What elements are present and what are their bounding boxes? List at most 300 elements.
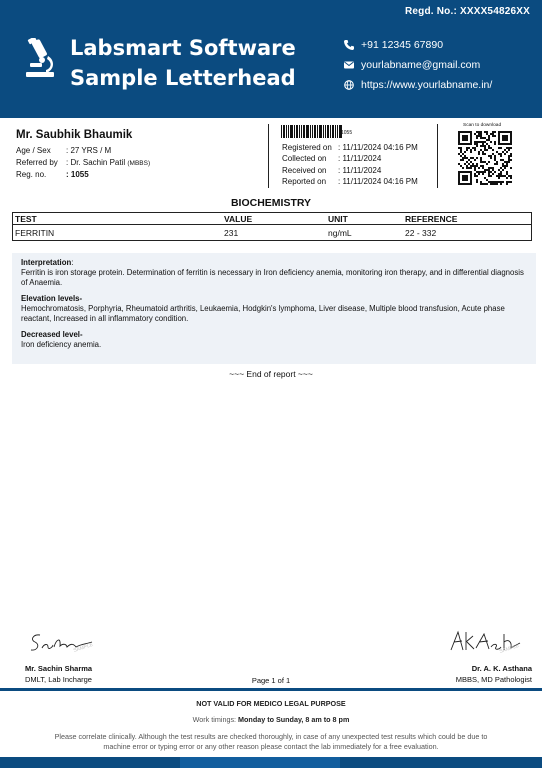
qr-module [498,175,500,177]
qr-module [500,173,502,175]
qr-module [492,169,494,171]
qr-module [488,161,490,163]
collected-row [282,153,418,164]
reg-label: Reg. no. [16,169,47,179]
footer-bar [0,757,542,768]
qr-module [484,147,486,149]
interpretation-text: Ferritin is iron storage protein. Determination of ferritin is necessary in Iron deficiency anemia, monitoring iron therapy, and in differential diagnosis of Anaemia. [21,268,524,287]
referred-value [66,158,150,167]
qr-module [488,145,490,147]
phone-number: +91 12345 67890 [361,39,444,51]
qr-module [494,181,496,183]
qr-module [492,131,494,133]
qr-module [478,171,480,173]
col-reference: REFERENCE [405,213,458,224]
qr-module [478,135,480,137]
decreased-heading: Decreased level- [21,330,83,339]
qr-module [482,141,484,143]
qr-module [482,173,484,175]
qr-module [510,181,512,183]
qr-module [486,169,488,171]
qr-module [506,147,508,149]
qr-module [482,183,484,185]
qr-module [466,147,468,149]
qr-module [498,181,500,183]
qr-module [474,143,476,145]
divider-left [268,124,269,188]
qr-module [460,155,462,157]
qr-module [470,167,472,169]
qr-module [500,155,502,157]
qr-module [480,145,482,147]
qr-module [490,147,492,149]
reg-number: : 1055 [66,169,89,179]
qr-module [504,149,506,151]
mail-icon [343,59,355,71]
qr-module [468,167,470,169]
barcode-bar [306,125,309,138]
qr-module [474,167,476,169]
qr-module [462,167,464,169]
qr-finder-pattern [502,135,508,141]
barcode-bar [323,125,324,138]
barcode-bar [310,125,311,138]
barcode-bar [281,125,282,138]
qr-module [486,163,488,165]
col-value: VALUE [224,213,253,224]
qr-module [494,143,496,145]
divider-right [437,124,438,188]
qr-module [504,161,506,163]
received-value: : 11/11/2024 [338,165,382,175]
qr-module [468,163,470,165]
qr-module [488,155,490,157]
barcode-bar [319,125,322,138]
qr-module [504,153,506,155]
qr-module [498,147,500,149]
barcode-bar [303,125,305,138]
registered-row [282,142,418,153]
qr-module [484,161,486,163]
results-table [12,212,532,241]
qr-module [488,135,490,137]
referred-label: Referred by [16,157,58,167]
qr-module [474,169,476,171]
reported-row [282,176,418,187]
qr-module [492,149,494,151]
pathologist-name: Dr. A. K. Asthana [471,664,532,673]
qr-module [474,149,476,151]
qr-module [496,181,498,183]
qr-module [476,137,478,139]
phone-icon [343,39,355,51]
qr-module [458,147,460,149]
qr-module [502,159,504,161]
qr-module [500,175,502,177]
qr-module [476,135,478,137]
qr-module [486,131,488,133]
barcode-bar [332,125,334,138]
collected-label: Collected on [282,154,327,164]
qr-module [496,151,498,153]
qr-module [466,165,468,167]
signature-watermark-right: SAMPLE [498,642,520,655]
qr-code[interactable] [458,131,512,185]
qr-module [500,147,502,149]
timings-value: Monday to Sunday, 8 am to 8 pm [238,715,350,724]
qr-module [478,131,480,133]
qr-module [490,171,492,173]
qr-module [490,183,492,185]
qr-module [480,171,482,173]
qr-module [488,167,490,169]
qr-module [480,137,482,139]
email-row [343,55,492,75]
qr-module [488,181,490,183]
qr-module [500,181,502,183]
qr-module [468,159,470,161]
qr-module [502,163,504,165]
qr-module [490,157,492,159]
qr-module [504,175,506,177]
qr-module [486,139,488,141]
qr-module [494,155,496,157]
qr-module [508,181,510,183]
qr-module [488,175,490,177]
registered-value: : 11/11/2024 04:16 PM [338,143,418,153]
qr-finder-pattern [462,175,468,181]
qr-module [476,181,478,183]
barcode-bar [290,125,293,138]
qr-module [484,169,486,171]
qr-module [460,159,462,161]
qr-module [470,149,472,151]
end-of-report: ~~~ End of report ~~~ [229,369,313,379]
qr-module [494,171,496,173]
qr-module [464,157,466,159]
qr-module [476,141,478,143]
qr-module [480,149,482,151]
qr-module [510,153,512,155]
barcode-bar [294,125,295,138]
qr-module [500,167,502,169]
qr-module [492,173,494,175]
lab-brand-name [70,33,296,93]
qr-module [482,145,484,147]
qr-module [488,169,490,171]
qr-module [480,141,482,143]
qr-module [464,155,466,157]
qr-module [470,161,472,163]
qr-module [494,135,496,137]
qr-module [510,155,512,157]
qr-module [464,151,466,153]
section-title: BIOCHEMISTRY [230,197,312,209]
qr-module [508,175,510,177]
qr-module [488,147,490,149]
barcode-bar [283,125,285,138]
barcode-bar [312,125,313,138]
qr-module [482,165,484,167]
qr-module [480,165,482,167]
letterhead-header [0,0,542,118]
qr-module [462,157,464,159]
qr-module [506,165,508,167]
qr-module [466,167,468,169]
referring-doctor-degree: (MBBS) [127,159,151,167]
qr-module [486,183,488,185]
qr-module [500,171,502,173]
qr-module [510,175,512,177]
qr-module [510,159,512,161]
qr-module [472,147,474,149]
received-row [282,165,418,176]
qr-module [490,167,492,169]
qr-module [494,183,496,185]
timings-label: Work timings: [192,715,237,724]
table-row [13,225,531,240]
qr-module [470,151,472,153]
elevation-heading: Elevation levels- [21,294,83,303]
qr-module [478,133,480,135]
qr-module [508,161,510,163]
interpretation-colon: : [71,258,74,267]
qr-module [494,163,496,165]
elevation-text: Hemochromatosis, Porphyria, Rheumatoid arthritis, Leukaemia, Hodgkin's lymphoma, Liver disease, Multiple blood transfusion, Acute phase reactant, Increased in all inflammatory condition. [21,304,505,323]
received-label: Received on [282,165,327,175]
interpretation-heading [21,258,527,268]
qr-module [484,171,486,173]
qr-module [508,157,510,159]
qr-module [506,163,508,165]
table-header [13,213,531,225]
qr-module [476,175,478,177]
age-sex-row [16,144,150,156]
work-timings [0,715,542,724]
qr-module [510,147,512,149]
qr-module [474,147,476,149]
barcode-bar [325,125,326,138]
qr-module [460,147,462,149]
col-test: TEST [15,213,37,224]
lab-incharge-title: DMLT, Lab Incharge [25,674,92,684]
qr-module [484,149,486,151]
barcode-number: 1055 [341,130,353,136]
patient-details [16,129,150,180]
contact-info [343,35,492,95]
reported-label: Reported on [282,177,327,187]
qr-module [476,165,478,167]
qr-module [484,177,486,179]
qr-module [506,171,508,173]
qr-module [490,181,492,183]
col-unit: UNIT [328,213,348,224]
barcode-bar [286,125,287,138]
qr-module [482,151,484,153]
qr-module [472,163,474,165]
barcode-bar [288,125,289,138]
decreased-text: Iron deficiency anemia. [21,340,102,349]
qr-module [492,181,494,183]
qr-module [488,137,490,139]
qr-module [484,183,486,185]
qr-module [474,173,476,175]
qr-module [462,159,464,161]
qr-module [506,181,508,183]
qr-module [490,155,492,157]
qr-module [488,171,490,173]
qr-finder-pattern [462,135,468,141]
qr-module [478,153,480,155]
qr-module [484,131,486,133]
brand-line-1: Labsmart Software [70,36,296,60]
report-dates [282,142,418,187]
signature-watermark-left: SAMPLE [72,641,94,654]
qr-module [506,151,508,153]
qr-module [496,175,498,177]
disclaimer: Please correlate clinically. Although the test results are checked thoroughly, in case of any unexpected test results which could be due to machine error or typing error or any other reason please contact the lab immediately for a free evaluation. [54,732,488,751]
qr-module [480,157,482,159]
qr-module [502,169,504,171]
qr-module [482,167,484,169]
qr-module [466,149,468,151]
qr-module [476,145,478,147]
test-name: FERRITIN [15,227,55,238]
qr-module [480,161,482,163]
qr-module [470,157,472,159]
qr-module [466,161,468,163]
qr-module [506,177,508,179]
qr-module [498,177,500,179]
qr-module [490,141,492,143]
qr-module [480,135,482,137]
qr-module [508,159,510,161]
qr-module [476,171,478,173]
qr-module [496,183,498,185]
qr-module [466,157,468,159]
pathologist-title: MBBS, MD Pathologist [455,674,532,684]
qr-module [486,143,488,145]
qr-module [480,181,482,183]
qr-module [492,183,494,185]
reported-value: : 11/11/2024 04:16 PM [338,177,418,187]
qr-module [492,167,494,169]
registered-label: Registered on [282,143,332,153]
qr-module [470,165,472,167]
qr-module [488,173,490,175]
qr-module [494,131,496,133]
qr-module [504,167,506,169]
brand-line-2: Sample Letterhead [70,66,296,90]
qr-module [478,173,480,175]
qr-module [504,165,506,167]
barcode-bar [327,125,329,138]
qr-module [476,131,478,133]
footer-accent [180,757,340,768]
qr-module [506,173,508,175]
barcode-bar [296,125,298,138]
qr-module [506,161,508,163]
qr-module [458,163,460,165]
qr-module [458,153,460,155]
qr-module [460,165,462,167]
qr-module [496,163,498,165]
qr-module [510,177,512,179]
qr-module [478,141,480,143]
qr-module [508,147,510,149]
qr-module [494,141,496,143]
reg-value [66,170,89,179]
qr-module [482,143,484,145]
registration-number: Regd. No.: XXXX54826XX [404,6,530,17]
qr-module [498,169,500,171]
qr-module [486,149,488,151]
website-row [343,75,492,95]
qr-caption: Scan to download [463,123,502,128]
qr-module [480,131,482,133]
age-sex-value: : 27 YRS / M [66,145,112,155]
qr-module [486,179,488,181]
collected-value: : 11/11/2024 [338,154,382,164]
lab-incharge-name: Mr. Sachin Sharma [25,664,93,673]
qr-module [496,161,498,163]
qr-module [502,165,504,167]
qr-module [510,167,512,169]
barcode-bar [335,125,336,138]
barcode [281,125,343,138]
barcode-bar [299,125,300,138]
qr-module [492,153,494,155]
qr-module [508,155,510,157]
qr-module [460,149,462,151]
microscope-logo-icon [22,38,58,78]
qr-module [460,151,462,153]
qr-module [482,153,484,155]
email-address: yourlabname@gmail.com [361,59,481,71]
reg-row [16,168,150,180]
interpretation-heading-text: Interpretation [21,258,72,267]
qr-module [498,153,500,155]
barcode-bar [301,125,302,138]
qr-module [474,165,476,167]
qr-module [494,157,496,159]
qr-module [508,149,510,151]
qr-module [474,133,476,135]
qr-module [478,167,480,169]
qr-module [492,133,494,135]
qr-module [482,161,484,163]
qr-module [474,141,476,143]
qr-module [506,183,508,185]
qr-module [484,141,486,143]
qr-module [476,179,478,181]
qr-module [484,145,486,147]
page-number: Page 1 of 1 [251,676,291,685]
qr-module [480,159,482,161]
lab-incharge-signature [26,626,96,656]
qr-module [484,153,486,155]
qr-module [482,137,484,139]
qr-module [474,175,476,177]
qr-module [476,143,478,145]
referring-doctor: : Dr. Sachin Patil [66,157,126,167]
barcode-bar [330,125,331,138]
qr-module [494,159,496,161]
qr-module [486,133,488,135]
qr-module [462,153,464,155]
qr-module [476,163,478,165]
qr-module [472,165,474,167]
